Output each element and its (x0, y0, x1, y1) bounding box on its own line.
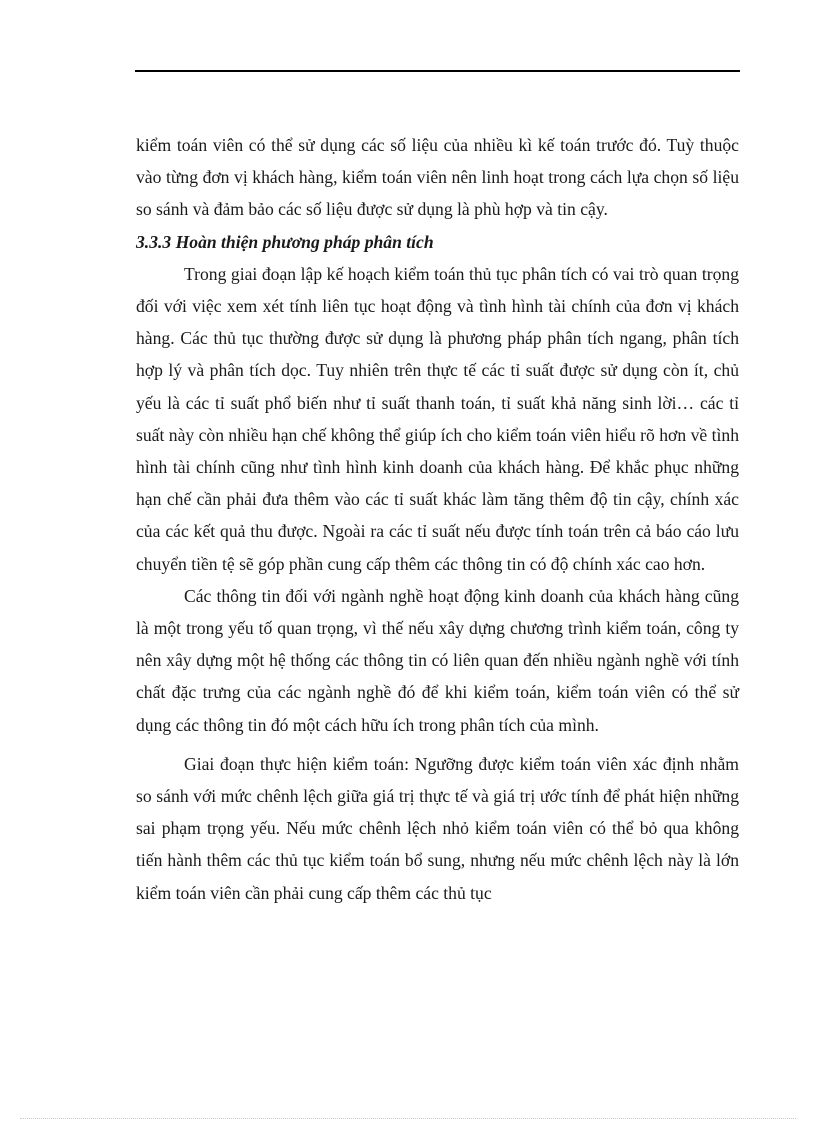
paragraph-industry-info: Các thông tin đối với ngành nghề hoạt động kinh doanh của khách hàng cũng là một trong yếu tố quan trọng, vì thế nếu xây dựng chương trình kiểm toán, công ty nên xây dựng một hệ thống các thông tin có liên quan đến nhiều ngành nghề với tính chất đặc trưng của các ngành nghề đó để khi kiểm toán, kiểm toán viên có thể sử dụng các thông tin đó một cách hữu ích trong phân tích của mình. (136, 585, 739, 735)
paragraph-planning-stage: Trong giai đoạn lập kế hoạch kiểm toán thủ tục phân tích có vai trò quan trọng đối với việc xem xét tính liên tục hoạt động và tình hình tài chính của đơn vị khách hàng. Các thủ tục thường được sử dụng là phương pháp phân tích ngang, phân tích hợp lý và phân tích dọc. Tuy nhiên trên thực tế các tỉ suất được sử dụng còn ít, chủ yếu là các tỉ suất phổ biến như tỉ suất thanh toán, tỉ suất khả năng sinh lời… các tỉ suất này còn nhiều hạn chế không thể giúp ích cho kiểm toán viên hiểu rõ hơn về tình hình tài chính cũng như tình hình kinh doanh của khách hàng. Để khắc phục những hạn chế cần phải đưa thêm vào các tỉ suất khác làm tăng thêm độ tin cậy, chính xác của các kết quả thu được. Ngoài ra các tỉ suất nếu được tính toán trên cả báo cáo lưu chuyển tiền tệ sẽ góp phần cung cấp thêm các thông tin có độ chính xác cao hơn. (136, 263, 739, 574)
paragraph-continuation: kiểm toán viên có thể sử dụng các số liệu của nhiều kì kế toán trước đó. Tuỳ thuộc vào từng đơn vị khách hàng, kiểm toán viên nên linh hoạt trong cách lựa chọn số liệu so sánh và đảm bảo các số liệu được sử dụng là phù hợp và tin cậy. (136, 135, 739, 220)
section-heading: 3.3.3 Hoàn thiện phương pháp phân tích (136, 231, 434, 252)
footer-dotted-rule (20, 1118, 796, 1119)
header-rule (135, 70, 740, 72)
paragraph-execution-stage: Giai đoạn thực hiện kiểm toán: Ngưỡng được kiểm toán viên xác định nhằm so sánh với mức chênh lệch giữa giá trị thực tế và giá trị ước tính để phát hiện những sai phạm trọng yếu. Nếu mức chênh lệch nhỏ kiểm toán viên có thể bỏ qua không tiến hành thêm các thủ tục kiểm toán bổ sung, nhưng nếu mức chênh lệch này là lớn kiểm toán viên cần phải cung cấp thêm các thủ tục (136, 753, 739, 903)
document-body (136, 129, 739, 909)
